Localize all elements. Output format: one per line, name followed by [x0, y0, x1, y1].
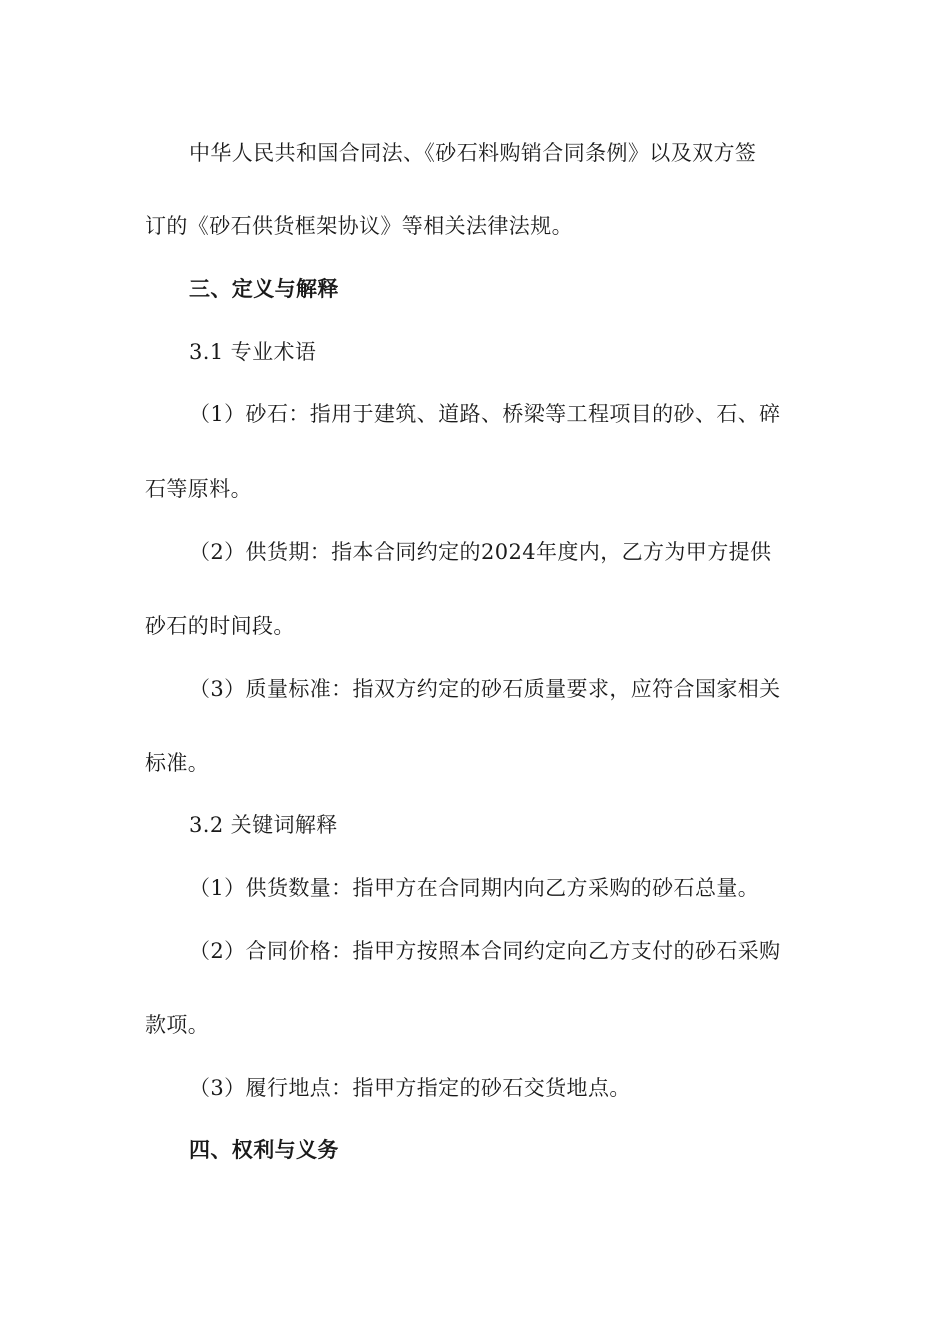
list-item: （2）合同价格：指甲方按照本合同约定向乙方支付的砂石采购 — [189, 939, 781, 963]
list-item-continuation: 标准。 — [145, 751, 210, 775]
section-heading-4: 四、权利与义务 — [189, 1137, 339, 1162]
subsection-heading-3-1: 3.1 专业术语 — [189, 340, 317, 364]
subsection-heading-3-2: 3.2 关键词解释 — [189, 813, 338, 837]
list-item: （3）履行地点：指甲方指定的砂石交货地点。 — [189, 1076, 631, 1100]
list-item: （3）质量标准：指双方约定的砂石质量要求，应符合国家相关 — [189, 677, 781, 701]
list-item: （2）供货期：指本合同约定的2024年度内，乙方为甲方提供 — [189, 540, 772, 564]
paragraph-line: 中华人民共和国合同法、《砂石料购销合同条例》以及双方签 — [189, 141, 757, 165]
list-item-continuation: 款项。 — [145, 1013, 210, 1037]
section-heading-3: 三、定义与解释 — [189, 276, 339, 301]
list-item-continuation: 石等原料。 — [145, 477, 252, 501]
list-item-continuation: 砂石的时间段。 — [145, 614, 295, 638]
list-item: （1）供货数量：指甲方在合同期内向乙方采购的砂石总量。 — [189, 876, 760, 900]
list-item: （1）砂石：指用于建筑、道路、桥梁等工程项目的砂、石、碎 — [189, 402, 781, 426]
paragraph-line: 订的《砂石供货框架协议》等相关法律法规。 — [145, 214, 573, 238]
